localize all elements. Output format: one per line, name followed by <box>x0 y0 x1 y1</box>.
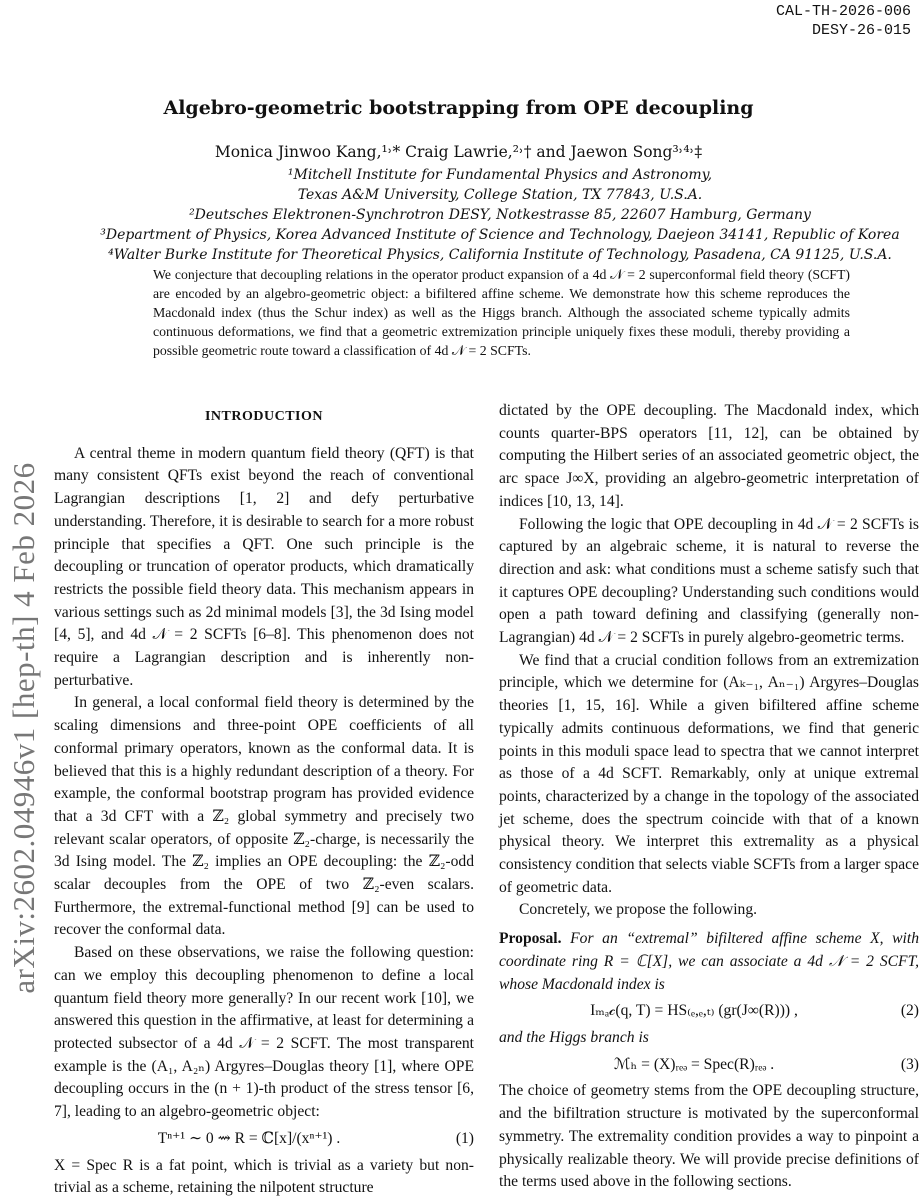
affiliation-line: ⁴Walter Burke Institute for Theoretical Physics, California Institute of Technology, Pasadena, CA 91125, U.S.A. <box>108 247 892 263</box>
paragraph: Following the logic that OPE decoupling in 4d 𝒩 = 2 SCFTs is captured by an algebraic scheme, it is natural to reverse the direction and ask: what conditions must a scheme satisfy such that it captures OPE decoupling? Understanding such conditions would open a path toward defining and classifying (generally non-Lagrangian) 4d 𝒩 = 2 SCFTs in purely algebro-geometric terms. <box>499 515 919 647</box>
equation-3 <box>499 1054 919 1077</box>
paper-title: Algebro-geometric bootstrapping from OPE decoupling <box>163 97 754 119</box>
paragraph: In general, a local conformal field theory is determined by the scaling dimensions and three-point OPE coefficients of all conformal primary operators, known as the conformal data. It is believed that this is a highly redundant description of a theory. For example, the conformal bootstrap program has provided evidence that a 3d CFT with a ℤ₂ global symmetry and precisely two relevant scalar operators, of opposite ℤ₂-charge, is necessarily the 3d Ising model. The ℤ₂ implies an OPE decoupling: the ℤ₂-odd scalar decouples from the OPE of two ℤ₂-even scalars. Furthermore, the extremal-functional method [9] can be used to recover the conformal data. <box>54 694 474 939</box>
left-column <box>54 400 474 1200</box>
equation-number: (1) <box>455 1129 474 1147</box>
abstract: We conjecture that decoupling relations in the operator product expansion of a 4d 𝒩 = 2 superconformal field theory (SCFT) are encoded by an algebro-geometric object: a bifiltered affine scheme. We demonstrate how this scheme reproduces the Macdonald index (thus the Schur index) as well as the Higgs branch. Although the associated scheme typically admits continuous deformations, we find that a geometric extremization principle uniquely fixes these moduli, thereby providing a possible geometric route toward a classification of 4d 𝒩 = 2 SCFTs. <box>153 267 850 358</box>
affiliations <box>100 165 900 265</box>
paragraph: Concretely, we propose the following. <box>519 901 758 919</box>
paragraph: The choice of geometry stems from the OPE decoupling structure, and the bifiltration structure is motivated by the superconformal symmetry. The extremality condition provides a way to pinpoint a physically realizable theory. We will provide precise definitions of the terms used above in the following sections. <box>499 1082 919 1191</box>
equation-body: Iₘₐ𝒸(q, T) = HS₍ₑ,ₑ,ₜ₎ (gr(J∞(R))) , <box>590 1002 798 1020</box>
report-number: CAL-TH-2026-006 <box>775 3 911 20</box>
equation-2 <box>499 1000 919 1023</box>
report-numbers <box>776 2 911 40</box>
affiliation-line: Texas A&M University, College Station, TX 77843, U.S.A. <box>297 187 703 203</box>
section-heading: INTRODUCTION <box>204 409 323 424</box>
report-number: DESY-26-015 <box>811 22 911 39</box>
paragraph: and the Higgs branch is <box>499 1028 649 1046</box>
proposal-label: Proposal. <box>499 930 562 948</box>
author-list: Monica Jinwoo Kang,¹˒* Craig Lawrie,²˒† and Jaewon Song³˒⁴˒‡ <box>214 143 703 161</box>
affiliation-line: ²Deutsches Elektronen-Synchrotron DESY, Notkestrasse 85, 22607 Hamburg, Germany <box>189 207 811 223</box>
paragraph: We find that a crucial condition follows from an extremization principle, which we determine for (Aₖ₋₁, Aₙ₋₁) Argyres–Douglas theories [1, 15, 16]. While a given bifiltered affine scheme typically admits continuous deformations, we find that generic points in this moduli space lead to spectra that we cannot interpret as those of a 4d SCFT. Remarkably, only at unique extremal points, characterized by a change in the topology of the associated jet scheme, does the spectrum coincide with that of a known physical theory. We interpret this extremality as a physical consistency condition that selects viable SCFTs from a larger space of geometric data. <box>499 651 919 896</box>
equation-body: Tⁿ⁺¹ ∼ 0 ⇝ R = ℂ[x]/(xⁿ⁺¹) . <box>157 1129 341 1147</box>
equation-1 <box>54 1128 474 1151</box>
arxiv-sidebar <box>4 355 44 1100</box>
equation-body: ℳₕ = (X)ᵣₑₔ = Spec(R)ᵣₑₔ . <box>613 1055 775 1073</box>
affiliation-line: ¹Mitchell Institute for Fundamental Physics and Astronomy, <box>287 167 713 183</box>
paragraph: A central theme in modern quantum field theory (QFT) is that many consistent QFTs exist beyond the reach of conventional Lagrangian descriptions [1, 2] and defy perturbative understanding. Therefore, it is desirable to search for a more robust principle that specifies a QFT. One such principle is the decoupling or truncation of operator products, which dramatically restricts the possible field theory data. This mechanism appears in various settings such as 2d minimal models [3], the 3d Ising model [4, 5], and 4d 𝒩 = 2 SCFTs [6–8]. This phenomenon does not require a Lagrangian description and is inherently non-perturbative. <box>54 444 474 689</box>
right-column <box>499 400 919 1194</box>
proposal-text: For an “extremal” bifiltered affine scheme X, with coordinate ring R = ℂ[X], we can associate a 4d 𝒩 = 2 SCFT, whose Macdonald index is <box>499 930 919 993</box>
equation-number: (2) <box>900 1002 919 1020</box>
affiliation-line: ³Department of Physics, Korea Advanced Institute of Science and Technology, Daejeon 34141, Republic of Korea <box>100 227 900 243</box>
arxiv-identifier: arXiv:2602.04946v1 [hep-th] 4 Feb 2026 <box>6 461 41 994</box>
paragraph: dictated by the OPE decoupling. The Macdonald index, which counts quarter-BPS operators [11, 12], can be obtained by computing the Hilbert series of an associated geometric object, the arc space J∞X, providing an algebro-geometric interpretation of indices [10, 13, 14]. <box>499 402 919 510</box>
paragraph: Based on these observations, we raise the following question: can we employ this decoupling phenomenon to define a local quantum field theory more generally? In our recent work [10], we answered this question in the affirmative, at least for determining a protected subsector of a 4d 𝒩 = 2 SCFT. The most transparent example is the (A₁, A₂ₙ) Argyres–Douglas theory [1], where OPE decoupling occurs in the (n + 1)-th product of the stress tensor [6, 7], leading to an algebro-geometric object: <box>54 944 474 1121</box>
equation-number: (3) <box>900 1055 919 1073</box>
proposal <box>499 928 919 996</box>
paragraph: X = Spec R is a fat point, which is trivial as a variety but non-trivial as a scheme, retaining the nilpotent structure <box>54 1156 474 1197</box>
